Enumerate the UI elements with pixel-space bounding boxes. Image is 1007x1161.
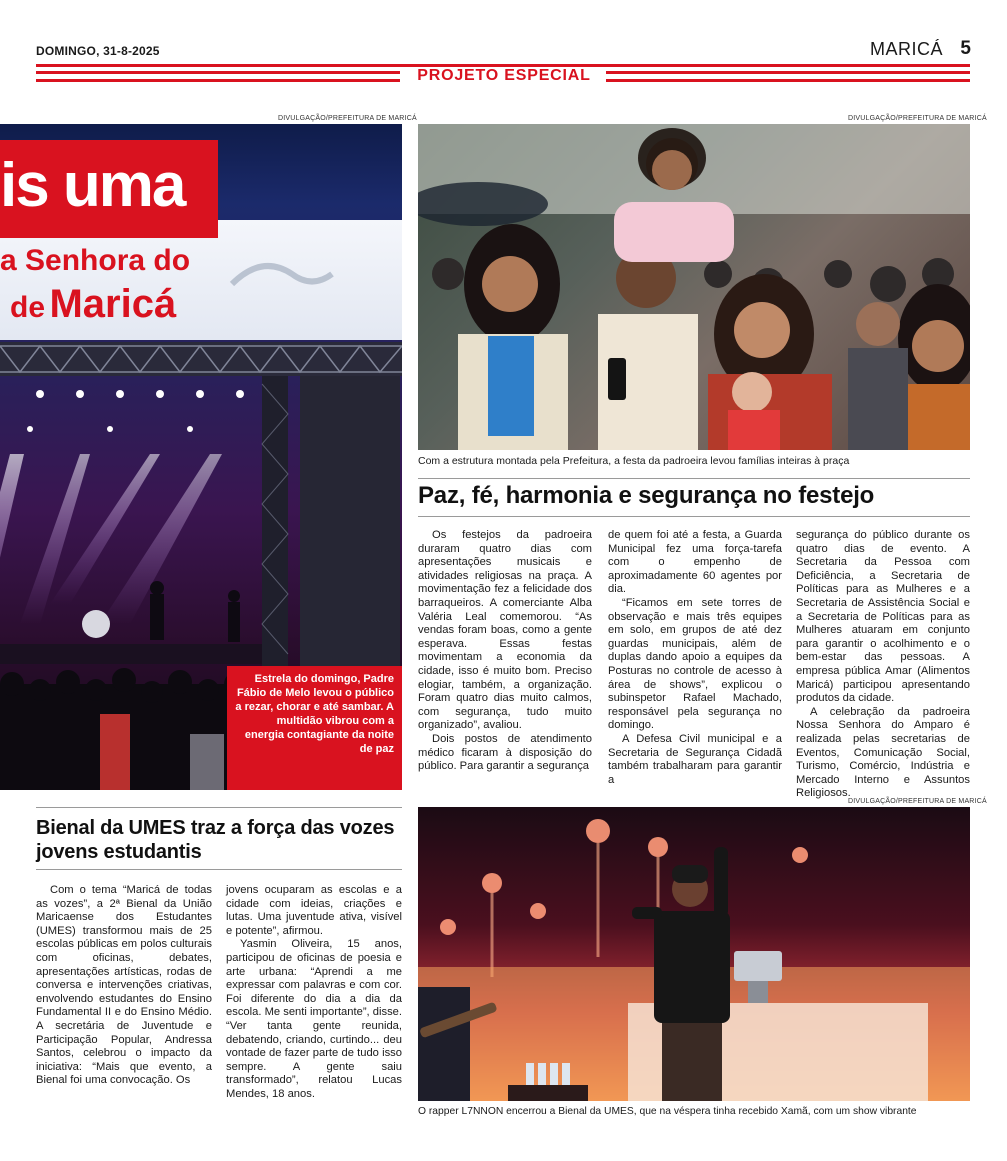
photo-credit-rapper: DIVULGAÇÃO/PREFEITURA DE MARICÁ <box>848 798 987 805</box>
crowd-photo <box>418 124 970 450</box>
banner-line-3-prefix: de <box>10 291 46 324</box>
banner-line-3-word: Maricá <box>49 282 177 326</box>
bienal-col2-para-1: Yasmin Oliveira, 15 anos, participou de oficinas de poesia e arte urbana: “Aprendi a me expressar com palavras e com cor. Foi diferente do dia a dia da escola. Me senti importante”, disse. “Ver tanta gente reunida, debatendo, criando, curtindo... deu vontade de fazer parte de tudo isso sempre. A gente saiu transformado”, relatou Lucas Mendes, 18 anos. <box>226 938 402 1100</box>
main-col2-para-1: “Ficamos em sete torres de observação e mais três equipes em solo, em grupos de até dez guardas municipais, além de duplas dando apoio a equipes da Posturas no controle de acesso à área de shows”, explicou o subinspetor Rafael Machado, responsável pela segurança no domingo. <box>608 596 782 732</box>
main-article-bottom-rule <box>418 516 970 517</box>
main-col2-para-2: A Defesa Civil municipal e a Secretaria de Segurança Cidadã também trabalharam para garantir a <box>608 732 782 786</box>
main-col3-lead: segurança do público durante os quatro dias de evento. A Secretaria da Pessoa com Deficiência, a Secretaria de Políticas para as Mulheres e a Secretaria de Assistência Social e a Secretaria de Políticas para as Mulheres atuaram em conjunto para garantir o acolhimento e o bem-estar das pessoas. A empresa pública Amar (Alimentos Maricá) participou apresentando produtos da cidade. <box>796 529 970 705</box>
main-article-col-1 <box>418 529 592 774</box>
page-date: DOMINGO, 31-8-2025 <box>36 44 160 58</box>
banner-line-3 <box>0 282 176 327</box>
bienal-headline: Bienal da UMES traz a força das vozes jovens estudantis <box>36 817 395 863</box>
main-col3-para-1: A celebração da padroeira Nossa Senhora do Amparo é realizada pelas secretarias de Eventos, Comunicação Social, Turismo, Comércio, Indústria e Mercado Interno e Assuntos Religiosos. <box>796 705 970 800</box>
crowd-illustration <box>418 124 970 450</box>
photo-credit-stage: DIVULGAÇÃO/PREFEITURA DE MARICÁ <box>278 115 417 122</box>
bienal-col-1 <box>36 884 212 1088</box>
rapper-illustration <box>418 807 970 1101</box>
bienal-col2-lead: jovens ocuparam as escolas e a cidade com ideias, criações e lutas. Uma juventude ativa, visível e potente”, afirmou. <box>226 884 402 937</box>
bienal-top-rule <box>36 807 402 808</box>
main-col1-para-2: Dois postos de atendimento médico ficaram à disposição do público. Para garantir a segurança <box>418 732 592 773</box>
main-headline: Paz, fé, harmonia e segurança no festejo <box>418 482 875 509</box>
banner-line-2: a Senhora do <box>0 244 191 277</box>
section-title: PROJETO ESPECIAL <box>417 67 591 84</box>
main-article-col-2 <box>608 529 782 787</box>
rapper-photo-caption: O rapper L7NNON encerrou a Bienal da UMES, que na véspera tinha recebido Xamã, com um show vibrante <box>418 1106 917 1117</box>
page-number: 5 <box>960 38 971 59</box>
bienal-col-2 <box>226 884 402 1102</box>
main-article-top-rule <box>418 478 970 479</box>
rapper-photo <box>418 807 970 1101</box>
banner-line-1: is uma <box>0 151 185 220</box>
stage-photo-caption: Estrela do domingo, Padre Fábio de Melo levou o público a rezar, chorar e até sambar. A multidão vibrou com a energia contagiante da noite de paz <box>227 666 402 790</box>
main-col1-para-1: Os festejos da padroeira duraram quatro dias com apresentações musicais e atividades religiosas na praça. A movimentação fez a felicidade dos barraqueiros. A comerciante Alba Valéria Leal comemorou. “As vendas foram boas, como a gente esperava. Essas festas movimentam a economia da cidade, isso é muito bom. Preciso elogiar, também, a organização. Foram quatro dias muito calmos, com segurança, tudo muito organizado”, avaliou. <box>418 529 592 732</box>
crowd-photo-caption: Com a estrutura montada pela Prefeitura, a festa da padroeira levou famílias inteiras à praça <box>418 455 850 467</box>
page-city-label: MARICÁ <box>869 39 943 59</box>
bienal-col1-para-1: Com o tema “Maricá de todas as vozes”, a 2ª Bienal da União Maricaense dos Estudantes (UMES) transformou mais de 25 escolas públicas em polos culturais com oficinas, debates, apresentações artísticas, rodas de conversa e intervenções criativas, envolvendo estudantes do Ensino Fundamental II e do Ensino Médio. A secretária de Juventude e Participação Popular, Andressa Santos, celebrou o impacto da iniciativa: “Mais que evento, a Bienal foi uma convocação. Os <box>36 884 212 1087</box>
main-col2-lead: de quem foi até a festa, a Guarda Municipal fez uma força-tarefa com o empenho de aproximadamente 60 agentes por dia. <box>608 529 782 596</box>
photo-credit-crowd: DIVULGAÇÃO/PREFEITURA DE MARICÁ <box>848 115 987 122</box>
bienal-bottom-rule <box>36 869 402 870</box>
main-article-col-3 <box>796 529 970 801</box>
